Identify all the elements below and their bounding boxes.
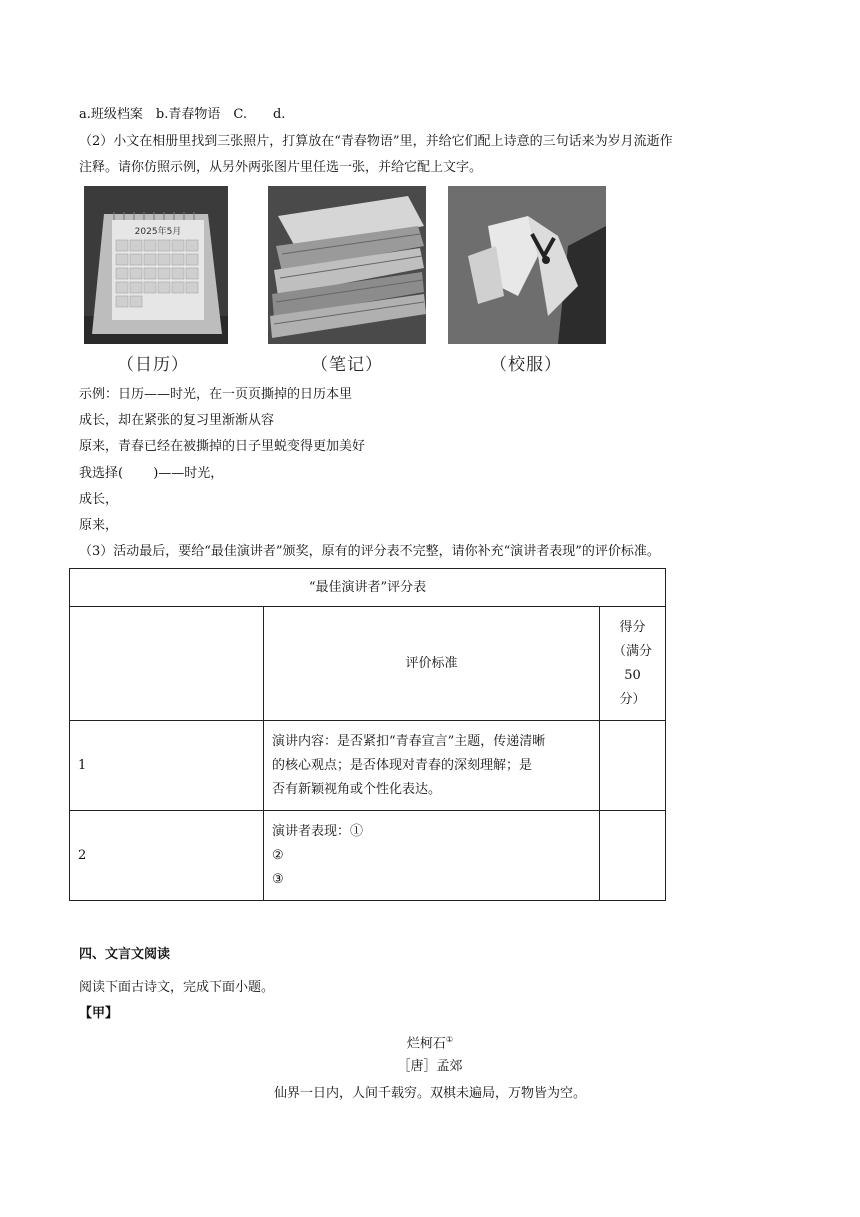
criteria-line: ③ [272, 871, 284, 887]
header-score-line: （满分 [612, 643, 652, 659]
poem-author: ［唐］孟郊 [397, 1059, 463, 1074]
answer-line-1: 我选择( )——时光， [79, 466, 224, 481]
section-4-label: 【甲】 [79, 1006, 119, 1021]
table-row [70, 721, 666, 811]
uniform-image [448, 186, 606, 344]
criteria-line: 的核心观点；是否体现对青春的深刻理解；是 [272, 757, 533, 773]
question-2-line-2: 注释。请你仿照示例，从另外两张图片里任选一张，并给它配上文字。 [79, 160, 483, 175]
notebooks-photo [268, 186, 426, 344]
row-number: 2 [70, 811, 264, 901]
row-criteria [264, 811, 600, 901]
header-score-line: 50 [624, 667, 641, 683]
header-empty-cell [70, 607, 264, 721]
header-score-line: 得分 [619, 619, 646, 635]
section-4-instruction: 阅读下面古诗文，完成下面小题。 [79, 980, 275, 995]
score-table [69, 568, 666, 901]
options-line: a.班级档案 b.青春物语 C. d. [79, 107, 286, 122]
header-criteria: 评价标准 [264, 607, 600, 721]
row-number: 1 [70, 721, 264, 811]
calendar-title: 2025年5月 [134, 227, 182, 237]
criteria-line: 否有新颖视角或个性化表达。 [272, 781, 442, 797]
row-score [600, 811, 666, 901]
poem-title [0, 1031, 860, 1053]
answer-line-2: 成长， [79, 492, 119, 507]
calendar-caption: （日历） [117, 355, 189, 375]
criteria-line: 演讲内容：是否紧扣“青春宣言”主题，传递清晰 [272, 733, 546, 749]
header-score-line: 分） [619, 691, 646, 707]
notebooks-image [268, 186, 426, 344]
question-3-line: （3）活动最后，要给“最佳演讲者”颁奖，原有的评分表不完整，请你补充“演讲者表现”的评价标准。 [79, 544, 660, 559]
example-line-2: 成长，却在紧张的复习里渐渐从容 [79, 413, 275, 428]
criteria-line: ② [272, 847, 284, 863]
header-score [600, 607, 666, 721]
row-score [600, 721, 666, 811]
uniform-photo [448, 186, 606, 344]
answer-line-3: 原来， [79, 518, 119, 533]
notebooks-caption: （笔记） [311, 355, 383, 375]
example-line-1: 示例：日历——时光，在一页页撕掉的日历本里 [79, 387, 353, 402]
criteria-line: 演讲者表现：① [272, 823, 364, 839]
poem-text: 仙界一日内，人间千载穷。双棋未遍局，万物皆为空。 [273, 1086, 586, 1101]
calendar-image [84, 186, 228, 344]
example-line-3: 原来，青春已经在被撕掉的日子里蜕变得更加美好 [79, 439, 366, 454]
calendar-photo [84, 186, 228, 344]
poem-footnote-mark: ① [445, 1035, 454, 1044]
question-2-line-1: （2）小文在相册里找到三张照片，打算放在“青春物语”里，并给它们配上诗意的三句话来为岁月流逝作 [79, 134, 673, 149]
table-title: “最佳演讲者”评分表 [70, 569, 666, 607]
section-4-heading: 四、文言文阅读 [79, 947, 171, 962]
poem-title-text: 烂柯石 [406, 1036, 446, 1052]
uniform-caption: （校服） [490, 355, 562, 375]
row-criteria [264, 721, 600, 811]
table-row [70, 811, 666, 901]
